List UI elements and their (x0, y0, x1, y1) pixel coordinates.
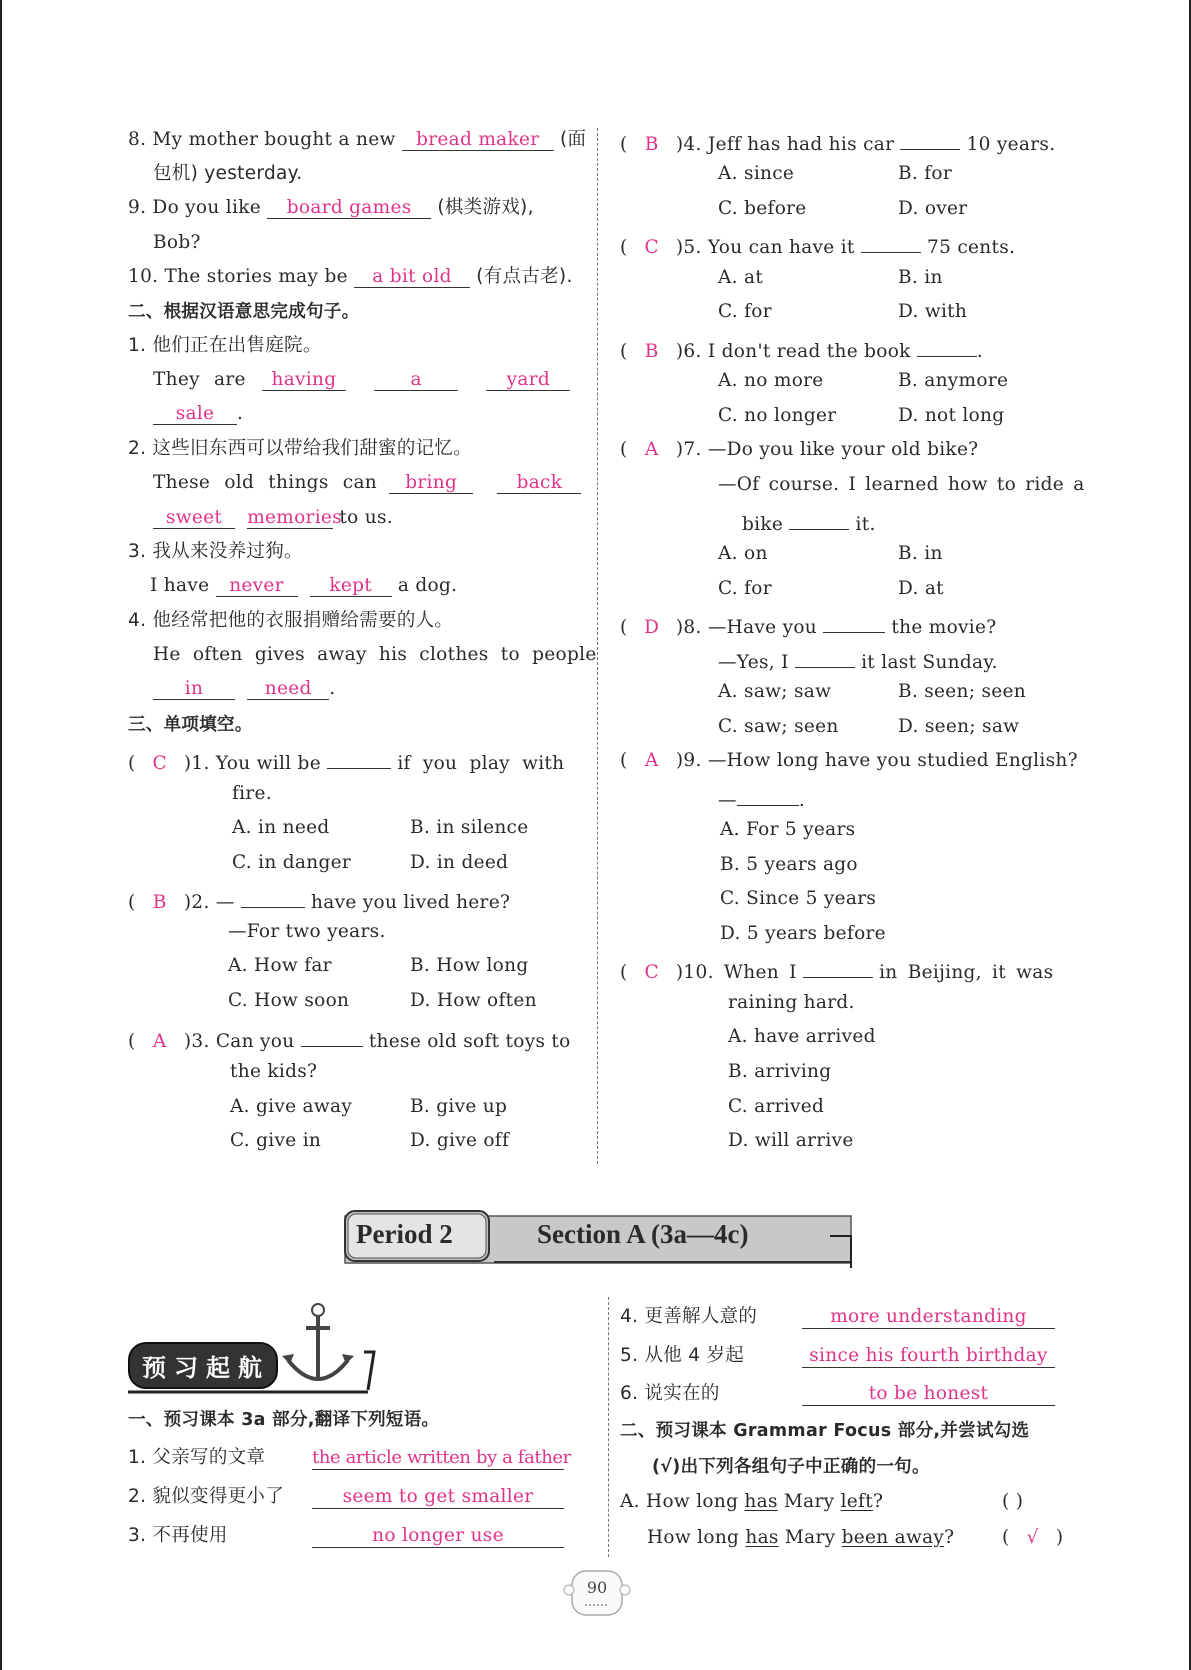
s1-line (153, 369, 570, 391)
mc7-answer: A (644, 439, 659, 460)
q10-stem: 10. The stories may be (128, 266, 348, 287)
mc10-option-a: A. have arrived (728, 1026, 876, 1047)
mc8-paren-open: ( (620, 617, 628, 638)
mc1-answer: C (152, 753, 167, 774)
s3-zh: 3. 我从来没养过狗。 (128, 541, 303, 562)
mc6-paren-open: ( (620, 341, 628, 362)
grammar-a1-part1: A. How long (620, 1491, 745, 1512)
s2-answer-4: memories (247, 507, 342, 528)
grammar-a2-paren-close: ) (1055, 1527, 1064, 1548)
mc1-option-b: B. in silence (410, 817, 529, 838)
mc1-option-d: D. in deed (410, 852, 509, 873)
mc4-option-d: D. over (898, 198, 968, 219)
mc6-stem2: . (976, 341, 984, 362)
mc4-blank (900, 129, 960, 150)
mc8-blank-2 (795, 647, 855, 668)
mc9-line (620, 750, 1078, 772)
grammar-a2 (647, 1527, 954, 1549)
mc8-stem: )8. —Have you (675, 617, 818, 638)
s2-end: to us. (339, 507, 393, 528)
mc4-option-b: B. for (898, 163, 952, 184)
section-label: Section A (3a—4c) (537, 1219, 749, 1249)
mc1-cont: fire. (232, 783, 272, 804)
phrase-6-zh: 6. 说实在的 (620, 1383, 720, 1404)
s1-zh: 1. 他们正在出售庭院。 (128, 335, 322, 356)
mc3-stem: )3. Can you (183, 1031, 295, 1052)
mc2-cont: —For two years. (228, 921, 386, 942)
mc10-answer: C (644, 962, 659, 983)
mc9-answer: A (644, 750, 659, 771)
mc10-stem: )10. When I (675, 962, 797, 983)
q8-hint: (面 (559, 129, 587, 150)
mc9-option-a: A. For 5 years (720, 819, 856, 840)
mc1-stem: )1. You will be (183, 753, 321, 774)
s4-end: . (329, 678, 336, 699)
mc5-option-b: B. in (898, 267, 943, 288)
mc6-option-c: C. no longer (718, 405, 837, 426)
mc1-option-a: A. in need (232, 817, 330, 838)
s1-answer-1: having (262, 370, 346, 391)
mc6-option-a: A. no more (718, 370, 824, 391)
s2-stem: These old things can (153, 472, 378, 493)
q8-answer: bread maker (402, 130, 554, 151)
s2-zh: 2. 这些旧东西可以带给我们甜蜜的记忆。 (128, 438, 473, 459)
page-number: 90 (586, 1578, 608, 1597)
mc2-paren-open: ( (128, 892, 136, 913)
q8-line (128, 129, 586, 151)
grammar-a2-paren-open: ( (1002, 1527, 1010, 1548)
mc4-paren-open: ( (620, 134, 628, 155)
mc2-option-d: D. How often (410, 990, 537, 1011)
grammar-a1-part2: Mary (777, 1491, 841, 1512)
mc3-line (128, 1026, 571, 1053)
s1-answer-2: a (374, 370, 458, 391)
mc6-answer: B (644, 341, 659, 362)
mc9-line2-b: . (798, 790, 805, 811)
grammar-a2-check: √ (1026, 1527, 1039, 1548)
mc8-line2-a: —Yes, I (718, 652, 789, 673)
s3-line (150, 575, 457, 597)
mc4-stem: )4. Jeff has had his car (675, 134, 895, 155)
grammar-a1-left: left (840, 1491, 873, 1512)
q9-stem: 9. Do you like (128, 197, 261, 218)
mc10-blank (803, 957, 873, 978)
phrase-2-answer: seem to get smaller (312, 1486, 564, 1509)
mc2-stem2: have you lived here? (311, 892, 511, 913)
s3-stem: I have (150, 575, 210, 596)
mc10-option-b: B. arriving (728, 1061, 832, 1082)
mc9-stem: )9. —How long have you studied English? (675, 750, 1078, 771)
mc4-option-c: C. before (718, 198, 807, 219)
mc3-cont: the kids? (230, 1061, 318, 1082)
s3-end: a dog. (397, 575, 458, 596)
section3-title: 三、单项填空。 (128, 715, 253, 735)
mc5-paren-open: ( (620, 237, 628, 258)
mc1-stem2: if you play with (397, 753, 565, 774)
mc5-line (620, 232, 1015, 259)
s4-answer-1: in (153, 679, 235, 700)
preview-column-divider (608, 1297, 609, 1557)
phrase-4-answer: more understanding (802, 1306, 1055, 1329)
mc7-option-d: D. at (898, 578, 944, 599)
s2-line2 (153, 507, 393, 529)
mc4-option-a: A. since (718, 163, 795, 184)
grammar-a1-checkbox[interactable]: ( ) (1002, 1491, 1024, 1512)
mc5-stem2: 75 cents. (927, 237, 1016, 258)
preview-section2-title-1: 二、预习课本 Grammar Focus 部分,并尝试勾选 (620, 1421, 1030, 1441)
mc1-blank (327, 748, 391, 769)
preview-logo-text (128, 1342, 278, 1389)
mc8-option-a: A. saw; saw (718, 681, 832, 702)
mc10-cont: raining hard. (728, 992, 855, 1013)
s1-line2 (153, 403, 243, 425)
s2-answer-1: bring (389, 473, 473, 494)
phrase-1-answer: the article written by a father (312, 1447, 571, 1468)
period-label: Period 2 (356, 1219, 453, 1249)
grammar-a2-been-away: been away (841, 1527, 945, 1548)
s1-answer-3: yard (486, 370, 570, 391)
phrase-3-zh: 3. 不再使用 (128, 1525, 228, 1546)
mc7-blank (789, 509, 849, 530)
section2-title: 二、根据汉语意思完成句子。 (128, 302, 360, 322)
mc9-option-b: B. 5 years ago (720, 854, 858, 875)
mc9-line2 (718, 785, 805, 812)
mc2-stem: )2. — (183, 892, 235, 913)
q9-answer: board games (267, 198, 431, 219)
s4-line2 (153, 678, 335, 700)
phrase-3-answer: no longer use (312, 1525, 564, 1548)
mc9-option-c: C. Since 5 years (720, 888, 877, 909)
mc8-answer: D (644, 617, 660, 638)
mc6-line (620, 336, 983, 363)
s3-answer-2: kept (310, 576, 392, 597)
s1-end: . (237, 403, 244, 424)
mc5-option-d: D. with (898, 301, 968, 322)
phrase-5-answer: since his fourth birthday (802, 1345, 1055, 1368)
phrase-5-zh: 5. 从他 4 岁起 (620, 1345, 745, 1366)
mc6-stem: )6. I don't read the book (675, 341, 911, 362)
mc8-line2-b: it last Sunday. (861, 652, 998, 673)
grammar-a2-end: ? (944, 1527, 955, 1548)
grammar-a1 (620, 1491, 883, 1513)
mc3-option-c: C. give in (230, 1130, 322, 1151)
s2-answer-2: back (497, 473, 581, 494)
mc4-stem2: 10 years. (966, 134, 1056, 155)
grammar-a2-checkbox[interactable] (1002, 1527, 1063, 1549)
mc1-option-c: C. in danger (232, 852, 351, 873)
q10-line (128, 266, 573, 288)
preview-section2-title-2: (√)出下列各组句子中正确的一句。 (652, 1457, 930, 1477)
phrase-1-zh: 1. 父亲写的文章 (128, 1447, 266, 1468)
grammar-a1-end: ? (872, 1491, 884, 1512)
mc1-line (128, 748, 564, 775)
q9-cont: Bob? (153, 232, 201, 253)
mc7-line3 (742, 509, 876, 536)
preview-logo (128, 1302, 378, 1394)
q8-stem: 8. My mother bought a new (128, 129, 396, 150)
mc6-blank (917, 336, 977, 357)
q9-line (128, 197, 534, 219)
mc3-paren-open: ( (128, 1031, 136, 1052)
mc5-answer: C (644, 237, 659, 258)
page-edge-left (0, 0, 2, 1670)
phrase-6-answer: to be honest (802, 1383, 1055, 1406)
q10-answer: a bit old (354, 267, 470, 288)
mc10-option-d: D. will arrive (728, 1130, 854, 1151)
mc7-paren-open: ( (620, 439, 628, 460)
mc6-option-d: D. not long (898, 405, 1005, 426)
s1-answer-4: sale (153, 404, 237, 425)
mc7-line3-b: it. (855, 514, 876, 535)
phrase-4-zh: 4. 更善解人意的 (620, 1306, 758, 1327)
mc5-stem: )5. You can have it (675, 237, 855, 258)
mc3-stem2: these old soft toys to (368, 1031, 571, 1052)
mc3-blank (301, 1026, 363, 1047)
s2-line (153, 472, 581, 494)
mc8-stem2: the movie? (891, 617, 997, 638)
mc8-option-d: D. seen; saw (898, 716, 1020, 737)
mc6-option-b: B. anymore (898, 370, 1009, 391)
mc1-paren-open: ( (128, 753, 136, 774)
q8-cont: 包机) yesterday. (153, 163, 303, 184)
mc7-line (620, 439, 978, 461)
grammar-a2-part2: Mary (778, 1527, 842, 1548)
mc2-blank (241, 887, 305, 908)
mc8-option-b: B. seen; seen (898, 681, 1026, 702)
mc10-stem2: in Beijing, it was (879, 962, 1054, 983)
mc2-option-a: A. How far (228, 955, 332, 976)
preview-logo-label: 预习起航 (128, 1342, 278, 1389)
mc5-blank (861, 232, 921, 253)
mc4-answer: B (644, 134, 659, 155)
mc2-line (128, 887, 510, 914)
s3-answer-1: never (216, 576, 298, 597)
mc7-line2: —Of course. I learned how to ride a (718, 474, 1085, 495)
column-divider (597, 128, 598, 1164)
mc3-option-b: B. give up (410, 1096, 508, 1117)
grammar-a2-part1: How long (647, 1527, 746, 1548)
mc9-line2-a: — (718, 790, 737, 811)
mc9-option-d: D. 5 years before (720, 923, 886, 944)
mc8-option-c: C. saw; seen (718, 716, 839, 737)
preview-section1-title: 一、预习课本 3a 部分,翻译下列短语。 (128, 1410, 440, 1430)
mc7-line3-a: bike (742, 514, 784, 535)
s4-answer-2: need (247, 679, 329, 700)
s4-zh: 4. 他经常把他的衣服捐赠给需要的人。 (128, 610, 454, 631)
mc3-option-d: D. give off (410, 1130, 510, 1151)
mc8-blank-1 (823, 612, 885, 633)
mc7-option-b: B. in (898, 543, 943, 564)
mc2-option-b: B. How long (410, 955, 529, 976)
mc9-blank (737, 785, 799, 806)
mc5-option-a: A. at (718, 267, 764, 288)
mc7-stem: )7. —Do you like your old bike? (675, 439, 979, 460)
mc4-line (620, 129, 1055, 156)
period-banner (344, 1210, 856, 1270)
phrase-2-zh: 2. 貌似变得更小了 (128, 1486, 285, 1507)
s4-stem: He often gives away his clothes to people (153, 644, 597, 665)
mc2-answer: B (152, 892, 167, 913)
mc10-paren-open: ( (620, 962, 628, 983)
mc7-option-a: A. on (718, 543, 768, 564)
q9-hint: (棋类游戏), (437, 197, 534, 218)
grammar-a1-has: has (744, 1491, 778, 1512)
mc7-option-c: C. for (718, 578, 772, 599)
s1-stem: They are (153, 369, 246, 390)
mc8-line2 (718, 647, 998, 674)
grammar-a2-has: has (745, 1527, 779, 1548)
mc3-answer: A (152, 1031, 167, 1052)
page-number-badge (563, 1567, 631, 1619)
mc3-option-a: A. give away (230, 1096, 353, 1117)
mc8-line (620, 612, 996, 639)
q10-hint: (有点古老). (476, 266, 573, 287)
mc10-line (620, 957, 1053, 984)
mc9-paren-open: ( (620, 750, 628, 771)
mc5-option-c: C. for (718, 301, 772, 322)
s2-answer-3: sweet (153, 508, 235, 529)
mc2-option-c: C. How soon (228, 990, 350, 1011)
mc10-option-c: C. arrived (728, 1096, 825, 1117)
